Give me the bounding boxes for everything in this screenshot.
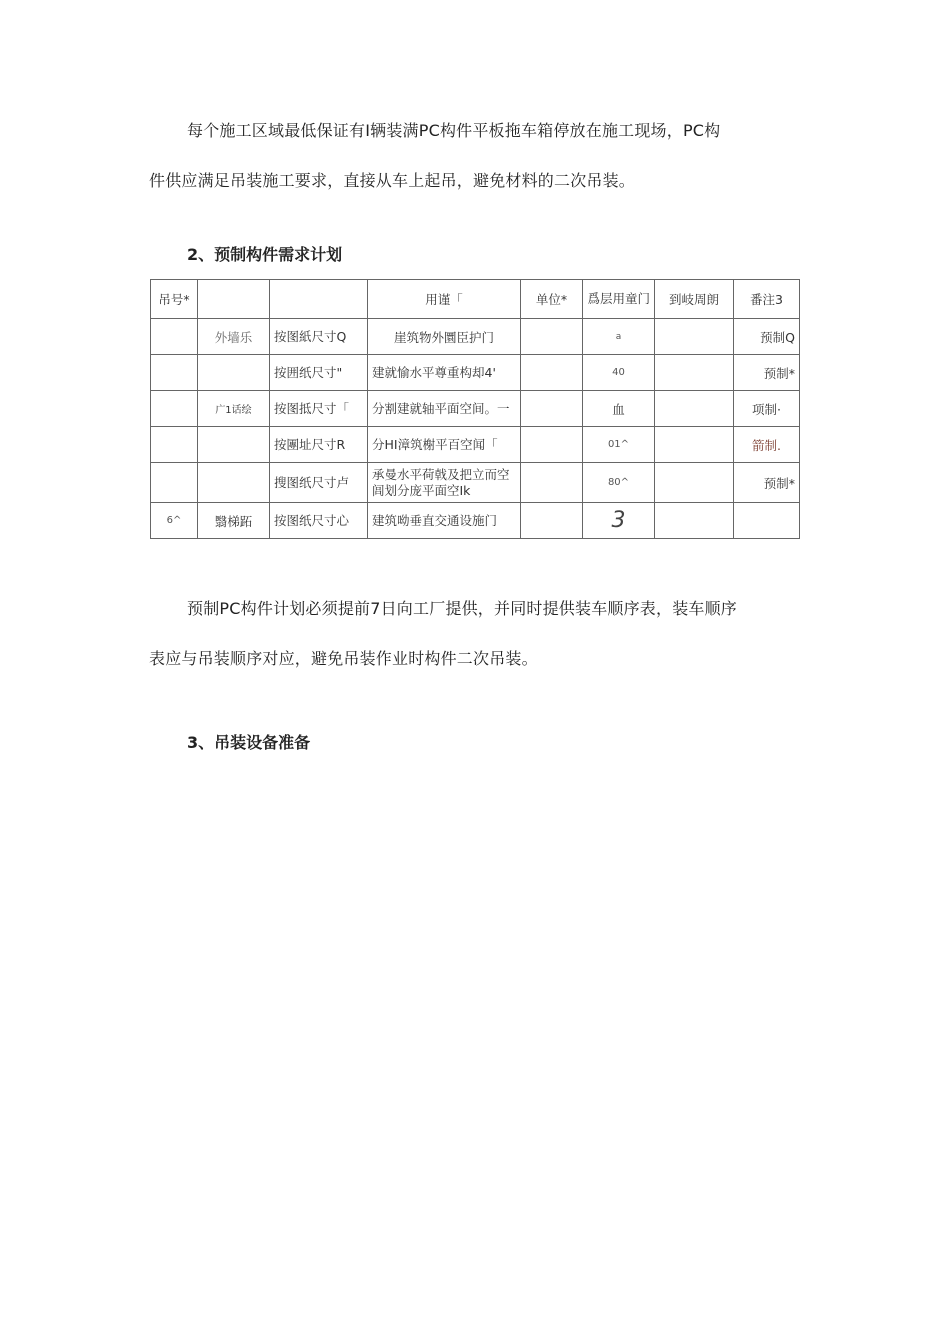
table-cell <box>521 355 583 391</box>
table-cell <box>655 503 734 539</box>
header-cell: 吊号* <box>151 280 198 319</box>
table-cell: 按團址尺寸R <box>270 427 368 463</box>
table-cell <box>521 391 583 427</box>
table-cell: 80^ <box>583 463 655 503</box>
section-2-heading: 2、预制构件需求计划 <box>187 245 343 264</box>
table-cell <box>655 355 734 391</box>
section-3-heading: 3、吊装设备准备 <box>187 733 311 752</box>
second-line-2: 表应与吊装顺序对应，避免吊装作业时构件二次吊装。 <box>149 649 538 668</box>
table-cell: 外墙乐 <box>198 319 270 355</box>
table-cell <box>521 319 583 355</box>
header-cell: 爲层用童门 <box>583 280 655 319</box>
table-row <box>151 319 800 355</box>
table-cell <box>198 355 270 391</box>
table-cell: 按图紙尺寸Q <box>270 319 368 355</box>
table-cell: 40 <box>583 355 655 391</box>
table-row <box>151 355 800 391</box>
intro-line-1: 每个施工区域最低保证有Ⅰ辆装满PC构件平板拖车箱停放在施工现场，PC构 <box>187 121 721 140</box>
table-cell: 预制Q <box>734 319 800 355</box>
header-cell: 到岐周朗 <box>655 280 734 319</box>
table-cell: 建就愉水平尊重构却4' <box>368 355 521 391</box>
table-cell: 3 <box>583 503 655 539</box>
header-cell: 用谨「 <box>368 280 521 319</box>
table-cell: a <box>583 319 655 355</box>
table-cell <box>655 427 734 463</box>
intro-line-2: 件供应满足吊装施工要求，直接从车上起吊，避免材料的二次吊装。 <box>149 171 636 190</box>
table-cell <box>151 391 198 427</box>
second-paragraph <box>149 584 809 684</box>
table-row <box>151 463 800 503</box>
table-cell: 预制* <box>734 355 800 391</box>
table-cell: 箭制. <box>734 427 800 463</box>
table-cell: 01^ <box>583 427 655 463</box>
table-cell: 崖筑物外圜臣护门 <box>368 319 521 355</box>
table-cell: 血 <box>583 391 655 427</box>
table-cell <box>655 319 734 355</box>
table-cell: 预制* <box>734 463 800 503</box>
header-cell: 番注3 <box>734 280 800 319</box>
table-cell: 建筑呦垂直交通设施门 <box>368 503 521 539</box>
second-line-1: 预制PC构件计划必须提前7日向工厂提供，并同时提供装车顺序表，装车顺序 <box>187 599 738 618</box>
table-cell: 按图纸尺寸心 <box>270 503 368 539</box>
table-cell <box>198 427 270 463</box>
table-header-row <box>151 280 800 319</box>
table-cell <box>151 463 198 503</box>
table-cell: 6^ <box>151 503 198 539</box>
table-cell: 按囲纸尺寸" <box>270 355 368 391</box>
header-cell <box>198 280 270 319</box>
header-cell: 单位* <box>521 280 583 319</box>
table-row <box>151 427 800 463</box>
table-cell <box>655 391 734 427</box>
table-cell: 项制· <box>734 391 800 427</box>
table-cell <box>521 463 583 503</box>
table-cell <box>151 355 198 391</box>
table-row <box>151 391 800 427</box>
table-cell <box>151 319 198 355</box>
table-cell: 分HI漳筑榭平百空闻「 <box>368 427 521 463</box>
table-cell <box>521 503 583 539</box>
table-cell: 搜图纸尺寸卢 <box>270 463 368 503</box>
header-cell <box>270 280 368 319</box>
table-cell <box>151 427 198 463</box>
table-cell: 承曼水平荷戟及把立而空闾划分庞平面空Ik <box>368 463 521 503</box>
table-cell <box>655 463 734 503</box>
table-cell: 按图抵尺寸「 <box>270 391 368 427</box>
table-cell: 广1话绘 <box>198 391 270 427</box>
intro-paragraph <box>149 106 809 206</box>
table-cell <box>521 427 583 463</box>
component-demand-table <box>150 279 800 539</box>
table-cell: 分割建就轴平面空间。一 <box>368 391 521 427</box>
table-row <box>151 503 800 539</box>
table-cell <box>198 463 270 503</box>
table-cell: 翳梯跖 <box>198 503 270 539</box>
table-cell <box>734 503 800 539</box>
